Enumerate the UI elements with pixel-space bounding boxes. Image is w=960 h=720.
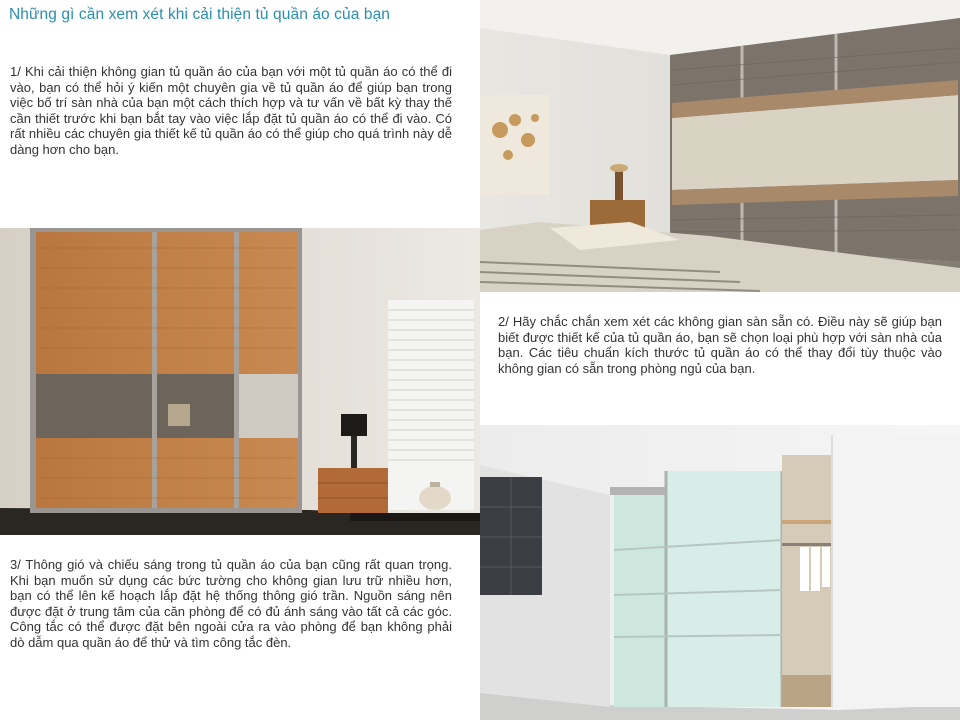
glass-wardrobe-photo xyxy=(480,425,960,720)
page-title: Những gì cần xem xét khi cải thiện tủ quần áo của bạn xyxy=(9,6,391,23)
section-2-text: 2/ Hãy chắc chắn xem xét các không gian sàn sẵn có. Điều này sẽ giúp bạn biết được thiết kế của tủ quần áo, bạn sẽ chọn loại phù hợp với sàn nhà của bạn. Các tiêu chuẩn kích thước tủ quần áo có thể thay đổi tùy thuộc vào không gian có sẵn trong phòng ngủ của bạn. xyxy=(498,314,942,376)
bedroom-wardrobe-photo xyxy=(480,0,960,292)
oak-wardrobe-photo xyxy=(0,228,480,535)
section-3-text: 3/ Thông gió và chiếu sáng trong tủ quần áo của bạn cũng rất quan trọng. Khi bạn muốn sử dụng các bức tường cho không gian lưu trữ nhiều hơn, bạn có thể lên kế hoạch lắp đặt hệ thống thông gió trần. Nguồn sáng nên được đặt ở trung tâm của căn phòng để có đủ ánh sáng vào tất cả các góc. Công tắc có thể được đặt bên ngoài cửa ra vào phòng để bạn không phải dò dẫm qua quần áo để thử và tìm công tắc đèn. xyxy=(10,557,452,650)
section-1-text: 1/ Khi cải thiện không gian tủ quần áo của bạn với một tủ quần áo có thể đi vào, bạn có thể hỏi ý kiến một chuyên gia về tủ quần áo để giúp bạn trong việc bố trí sàn nhà của bạn một cách thích hợp và tư vấn về bất kỳ thay thế cần thiết trước khi bạn bắt tay vào việc lắp đặt tủ quần áo có thể đi vào. Có rất nhiều các chuyên gia thiết kế tủ quần áo có thể giúp cho quá trình này dễ dàng hơn cho bạn. xyxy=(10,64,452,157)
